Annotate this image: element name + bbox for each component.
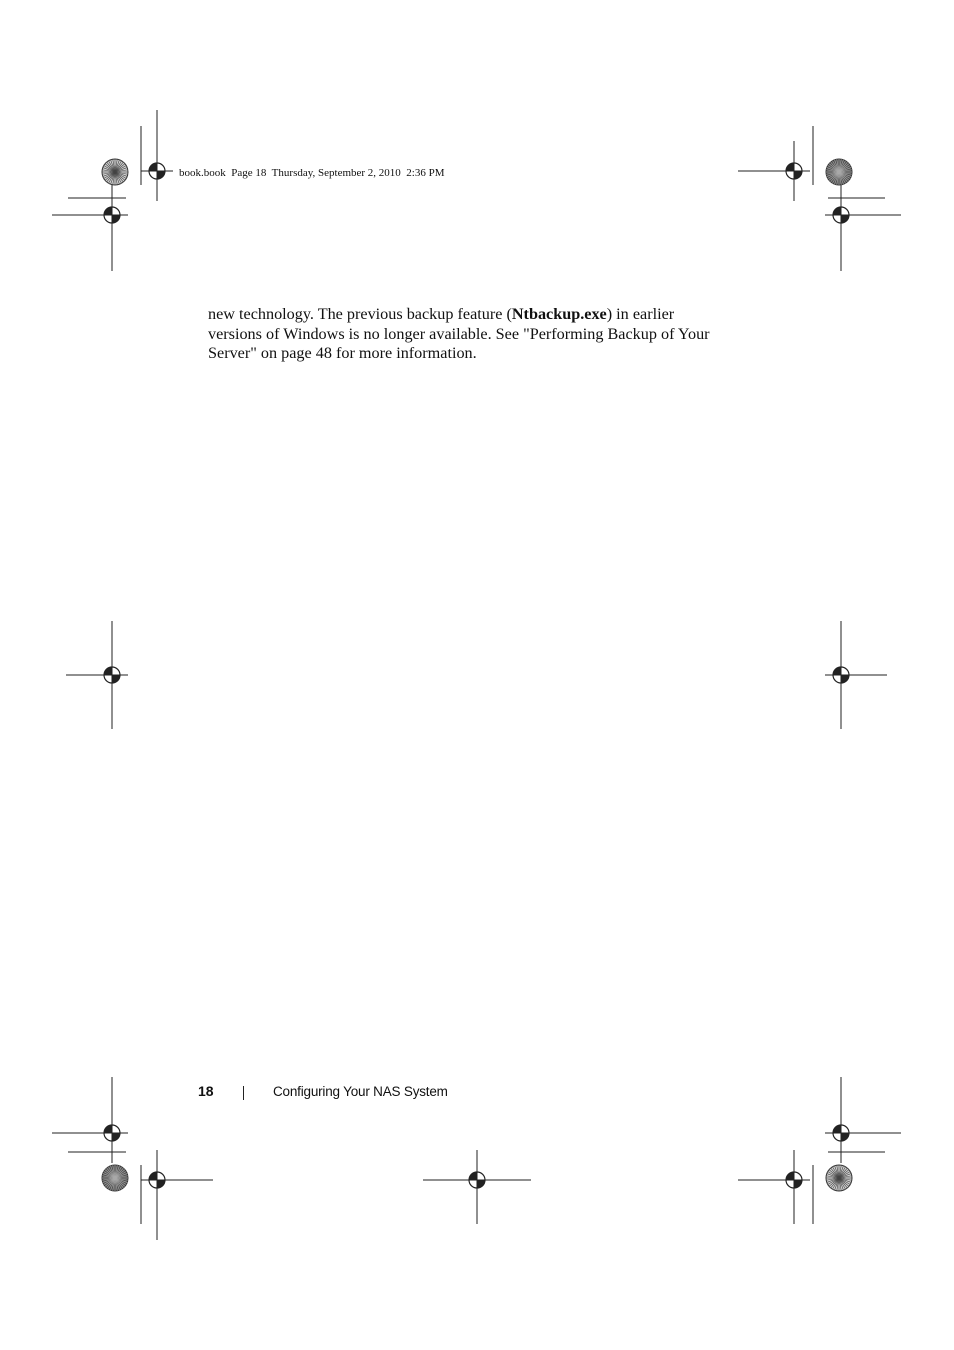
registration-mark-bottom-right-b [825, 1077, 901, 1163]
starburst-top-right [826, 159, 852, 185]
registration-mark-bottom-center [423, 1150, 531, 1224]
ntbackup-filename: Ntbackup.exe [511, 305, 607, 323]
registration-mark-top-left-a [141, 110, 173, 201]
registration-mark-bottom-right-a [738, 1150, 810, 1224]
body-line-1 [208, 305, 728, 325]
registration-mark-middle-right [825, 621, 887, 729]
starburst-top-left [102, 159, 128, 185]
footer-section-title: Configuring Your NAS System [273, 1084, 448, 1099]
registration-mark-bottom-left-a [52, 1077, 128, 1163]
body-line-1-end: ) in earlier [606, 305, 675, 323]
registration-mark-middle-left [66, 621, 128, 729]
body-paragraph [208, 305, 728, 364]
registration-mark-bottom-left-b [141, 1150, 213, 1240]
body-line-2: versions of Windows is no longer available. See "Performing Backup of Your [208, 324, 710, 343]
starburst-bottom-left [102, 1165, 128, 1191]
starburst-bottom-right [826, 1165, 852, 1191]
registration-mark-top-right-a [738, 141, 810, 201]
page-number: 18 [198, 1083, 214, 1099]
body-line-1-start: new technology. The previous backup feature ( [208, 305, 512, 323]
footer-separator [243, 1086, 244, 1100]
body-line-3: Server" on page 48 for more information. [208, 344, 477, 363]
print-slug-line: book.book Page 18 Thursday, September 2, 2010 2:36 PM [179, 167, 445, 179]
